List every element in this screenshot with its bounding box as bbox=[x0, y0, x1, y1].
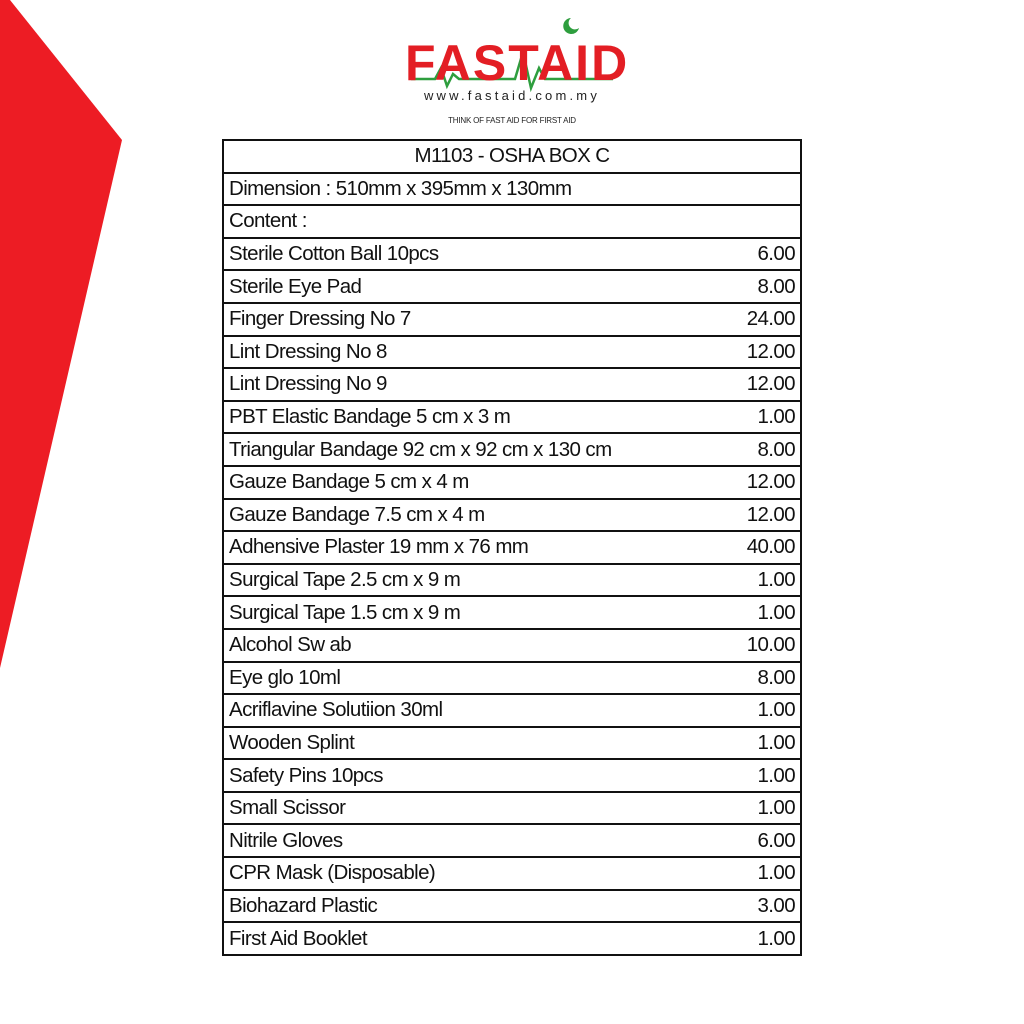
table-row bbox=[223, 662, 801, 695]
table-row bbox=[223, 303, 801, 336]
dimension-row bbox=[223, 173, 801, 206]
product-title: M1103 - OSHA BOX C bbox=[223, 140, 801, 173]
item-name: Lint Dressing No 9 bbox=[223, 368, 512, 401]
table-row bbox=[223, 596, 801, 629]
dimension-text: Dimension : 510mm x 395mm x 130mm bbox=[223, 173, 801, 206]
table-row bbox=[223, 336, 801, 369]
item-name: Sterile Cotton Ball 10pcs bbox=[223, 238, 512, 271]
item-name: Gauze Bandage 5 cm x 4 m bbox=[223, 466, 512, 499]
table-row bbox=[223, 759, 801, 792]
item-name: First Aid Booklet bbox=[223, 922, 512, 955]
item-name: PBT Elastic Bandage 5 cm x 3 m bbox=[223, 401, 512, 434]
item-quantity: 12.00 bbox=[512, 336, 801, 369]
table-row bbox=[223, 401, 801, 434]
item-quantity: 1.00 bbox=[512, 792, 801, 825]
item-name: Surgical Tape 1.5 cm x 9 m bbox=[223, 596, 512, 629]
table-row bbox=[223, 824, 801, 857]
table-row bbox=[223, 890, 801, 923]
table-row bbox=[223, 531, 801, 564]
item-quantity: 1.00 bbox=[512, 401, 801, 434]
table-row bbox=[223, 238, 801, 271]
item-name: Lint Dressing No 8 bbox=[223, 336, 512, 369]
item-name: Acriflavine Solutiion 30ml bbox=[223, 694, 512, 727]
item-name: Eye glo 10ml bbox=[223, 662, 512, 695]
item-quantity: 8.00 bbox=[512, 662, 801, 695]
item-name: Biohazard Plastic bbox=[223, 890, 512, 923]
table-row bbox=[223, 694, 801, 727]
table-row bbox=[223, 466, 801, 499]
item-quantity: 8.00 bbox=[512, 270, 801, 303]
item-quantity: 12.00 bbox=[512, 368, 801, 401]
item-quantity: 24.00 bbox=[512, 303, 801, 336]
table-row bbox=[223, 857, 801, 890]
item-quantity: 40.00 bbox=[512, 531, 801, 564]
item-quantity: 6.00 bbox=[512, 824, 801, 857]
table-row bbox=[223, 727, 801, 760]
item-quantity: 12.00 bbox=[512, 499, 801, 532]
crescent-moon-icon bbox=[563, 18, 579, 34]
contents-table bbox=[222, 139, 802, 956]
item-quantity: 8.00 bbox=[512, 433, 801, 466]
item-name: Finger Dressing No 7 bbox=[223, 303, 512, 336]
table-row bbox=[223, 629, 801, 662]
item-quantity: 1.00 bbox=[512, 727, 801, 760]
item-quantity: 3.00 bbox=[512, 890, 801, 923]
item-name: Gauze Bandage 7.5 cm x 4 m bbox=[223, 499, 512, 532]
content-label: Content : bbox=[223, 205, 801, 238]
item-name: Triangular Bandage 92 cm x 92 cm x 130 cm bbox=[223, 433, 512, 466]
table-row bbox=[223, 499, 801, 532]
item-name: Sterile Eye Pad bbox=[223, 270, 512, 303]
item-quantity: 1.00 bbox=[512, 596, 801, 629]
table-row bbox=[223, 270, 801, 303]
red-accent-shape bbox=[0, 0, 130, 680]
item-name: Adhensive Plaster 19 mm x 76 mm bbox=[223, 531, 512, 564]
table-row bbox=[223, 564, 801, 597]
item-name: Alcohol Sw ab bbox=[223, 629, 512, 662]
item-quantity: 6.00 bbox=[512, 238, 801, 271]
item-name: Safety Pins 10pcs bbox=[223, 759, 512, 792]
item-quantity: 12.00 bbox=[512, 466, 801, 499]
table-row bbox=[223, 922, 801, 955]
item-name: Nitrile Gloves bbox=[223, 824, 512, 857]
title-row bbox=[223, 140, 801, 173]
item-quantity: 1.00 bbox=[512, 694, 801, 727]
item-name: Small Scissor bbox=[223, 792, 512, 825]
logo-wordmark: FASTAID bbox=[405, 35, 630, 91]
item-quantity: 1.00 bbox=[512, 564, 801, 597]
item-quantity: 10.00 bbox=[512, 629, 801, 662]
item-quantity: 1.00 bbox=[512, 759, 801, 792]
table-row bbox=[223, 433, 801, 466]
item-name: CPR Mask (Disposable) bbox=[223, 857, 512, 890]
tagline: THINK OF FAST AID FOR FIRST AID bbox=[448, 116, 576, 125]
item-quantity: 1.00 bbox=[512, 857, 801, 890]
table-row bbox=[223, 368, 801, 401]
item-name: Surgical Tape 2.5 cm x 9 m bbox=[223, 564, 512, 597]
item-quantity: 1.00 bbox=[512, 922, 801, 955]
item-name: Wooden Splint bbox=[223, 727, 512, 760]
content-label-row bbox=[223, 205, 801, 238]
table-row bbox=[223, 792, 801, 825]
website-url: www.fastaid.com.my bbox=[423, 88, 601, 103]
